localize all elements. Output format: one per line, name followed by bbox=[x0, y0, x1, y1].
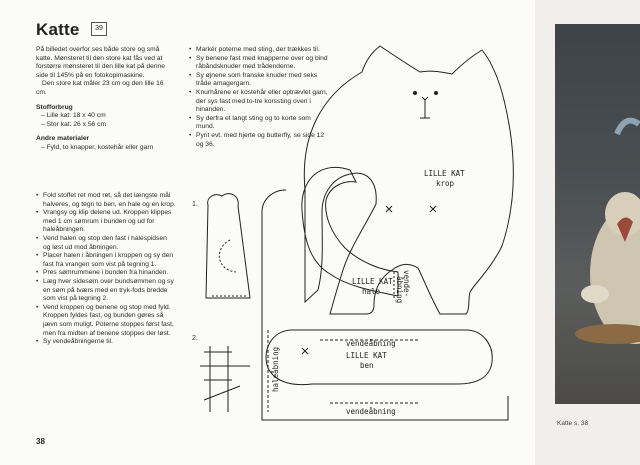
page-reference-badge: 39 bbox=[91, 22, 107, 36]
instruction-step: • Knurhårene er kostehår eller optrævlet garn, der sys fast med to-tre korssting oven i hinanden. bbox=[189, 89, 329, 115]
fabric-item: – Stor kat: 26 x 56 cm bbox=[41, 120, 107, 128]
pattern-frame-left bbox=[262, 190, 286, 212]
figure-2-drawing bbox=[200, 346, 250, 412]
instruction-step: • Sy derfra et langt sting og to korte som mund. bbox=[189, 115, 329, 132]
instruction-step: • Pres sømrummene i bunden fra hinanden. bbox=[36, 269, 176, 278]
tail-label-part: hale bbox=[362, 287, 381, 296]
photo-caption: Katte s. 38 bbox=[557, 420, 589, 427]
body-label-name: LILLE KAT bbox=[424, 169, 465, 178]
pattern-frame bbox=[262, 212, 508, 420]
figure-2-number: 2. bbox=[192, 335, 198, 342]
instruction-step: • Sy vendeåbningerne til. bbox=[36, 338, 176, 347]
body-label-part: krop bbox=[436, 179, 455, 188]
page-number: 38 bbox=[36, 437, 45, 446]
instruction-step: • Markér poterne med sting, der trækkes til. bbox=[189, 46, 329, 55]
instruction-step: • Placer halen i åbningen i kroppen og sy den fast fra vrangen som vist på tegning 1. bbox=[36, 252, 176, 269]
instruction-step: • Fold stoffet ret mod ret, så det længste mål halveres, og tegn to ben, en hale og en krop. bbox=[36, 192, 176, 209]
fabric-heading: Stofforbrug bbox=[36, 103, 73, 111]
instruction-step: • Vend kroppen og benene og stop med fyld. Kroppen fyldes fast, og bunden gøres så jævn som muligt. Poterne stoppes først fast, men fra midten af benene stoppes der løst. bbox=[36, 304, 176, 338]
tail-opening-label-2: åbning bbox=[395, 276, 404, 304]
bottom-opening-label: vendeåbning bbox=[346, 407, 396, 416]
leg-label-part: ben bbox=[360, 361, 374, 370]
figure-1-drawing bbox=[206, 194, 250, 298]
intro-paragraph: På billedet overfor ses både store og små katte. Mønsteret til den store kat fås ved at forstørre mønsteret til den lille kat på denne side til 145% på en fotokopimaskine. bbox=[36, 46, 165, 79]
figure-1-number: 1. bbox=[192, 201, 198, 208]
tail-hole-label: haleåbning bbox=[271, 346, 280, 392]
leg-label-name: LILLE KAT bbox=[346, 351, 387, 360]
instruction-step: • Læg hver sidesøm over bundsømmen og sy en søm på tværs med en tryk-fods bredde som vist på tegning 2. bbox=[36, 278, 176, 304]
instruction-step: • Pynt evt. med hjerte og butterfly, se side 12 og 36. bbox=[189, 132, 329, 149]
instruction-step: • Vend halen og stop den fast i halespidsen og løst ud mod åbningen. bbox=[36, 235, 176, 252]
instruction-step: • Sy øjnene som franske knuder med seks tråde amagergarn. bbox=[189, 72, 329, 89]
tail-label-name: LILLE KAT bbox=[352, 277, 393, 286]
materials-item: – Fyld, to knapper, kostehår eller garn bbox=[41, 143, 154, 151]
leg-opening-label: vendeåbning bbox=[346, 339, 396, 348]
materials-heading: Andre materialer bbox=[36, 135, 90, 143]
tail-opening-label-1: vende- bbox=[402, 270, 411, 298]
page-title: Katte bbox=[36, 20, 80, 39]
fabric-item: – Lille kat: 18 x 40 cm bbox=[41, 112, 106, 120]
instruction-step: • Vrangsy og klip delene ud. Kroppen klippes med 1 cm sømrum i bunden og ud for haleåbningen. bbox=[36, 209, 176, 235]
instruction-step: • Sy benene fast med knapperne over og bind råbåndsknuder med trådenderne. bbox=[189, 55, 329, 72]
intro-size-note: Den store kat måler 23 cm og den lille 16 cm. bbox=[36, 80, 164, 96]
